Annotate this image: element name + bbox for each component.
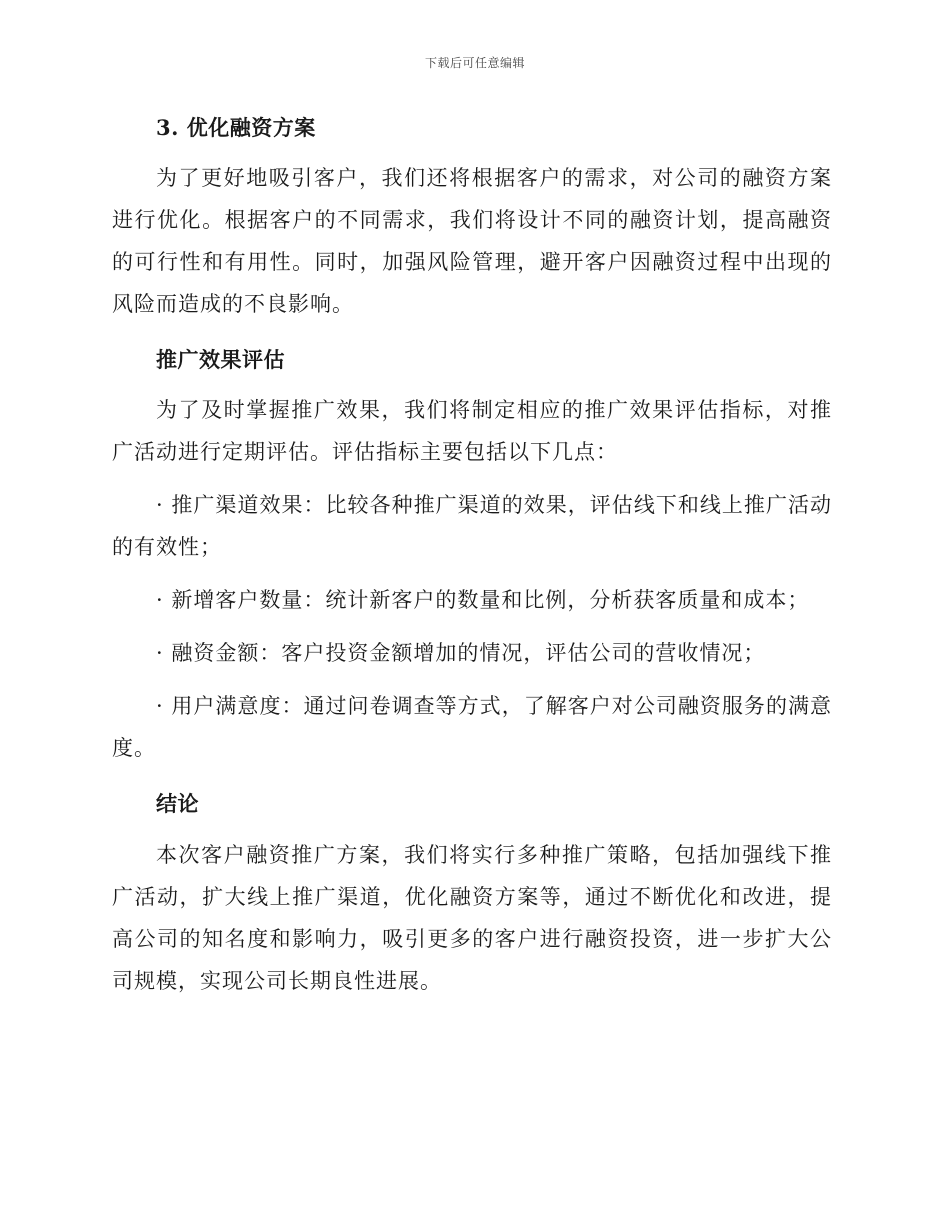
document-body	[112, 108, 832, 1002]
section-heading-promotion-evaluation: 推广效果评估	[156, 347, 285, 372]
header-note: 下载后可任意编辑	[424, 56, 525, 70]
paragraph-conclusion: 本次客户融资推广方案，我们将实行多种推广策略，包括加强线下推广活动，扩大线上推广渠道，优化融资方案等，通过不断优化和改进，提高公司的知名度和影响力，吸引更多的客户进行融资投资，进一步扩大公司规模，实现公司长期良性进展。	[112, 843, 832, 993]
paragraph-promotion-evaluation: 为了及时掌握推广效果，我们将制定相应的推广效果评估指标，对推广活动进行定期评估。评估指标主要包括以下几点：	[112, 398, 832, 464]
paragraph-optimize-financing: 为了更好地吸引客户，我们还将根据客户的需求，对公司的融资方案进行优化。根据客户的不同需求，我们将设计不同的融资计划，提高融资的可行性和有用性。同时，加强风险管理，避开客户因融资过程中出现的风险而造成的不良影响。	[112, 166, 832, 316]
section-heading-optimize-financing: 3. 优化融资方案	[156, 115, 316, 140]
section-heading-conclusion: 结论	[156, 791, 199, 816]
bullet-financing-amount: · 融资金额：客户投资金额增加的情况，评估公司的营收情况；	[156, 641, 766, 665]
bullet-user-satisfaction: · 用户满意度：通过问卷调查等方式，了解客户对公司融资服务的满意度。	[112, 694, 832, 760]
bullet-channel-effect: · 推广渠道效果：比较各种推广渠道的效果，评估线下和线上推广活动的有效性；	[112, 493, 832, 559]
bullet-new-customers: · 新增客户数量：统计新客户的数量和比例，分析获客质量和成本；	[156, 588, 810, 612]
